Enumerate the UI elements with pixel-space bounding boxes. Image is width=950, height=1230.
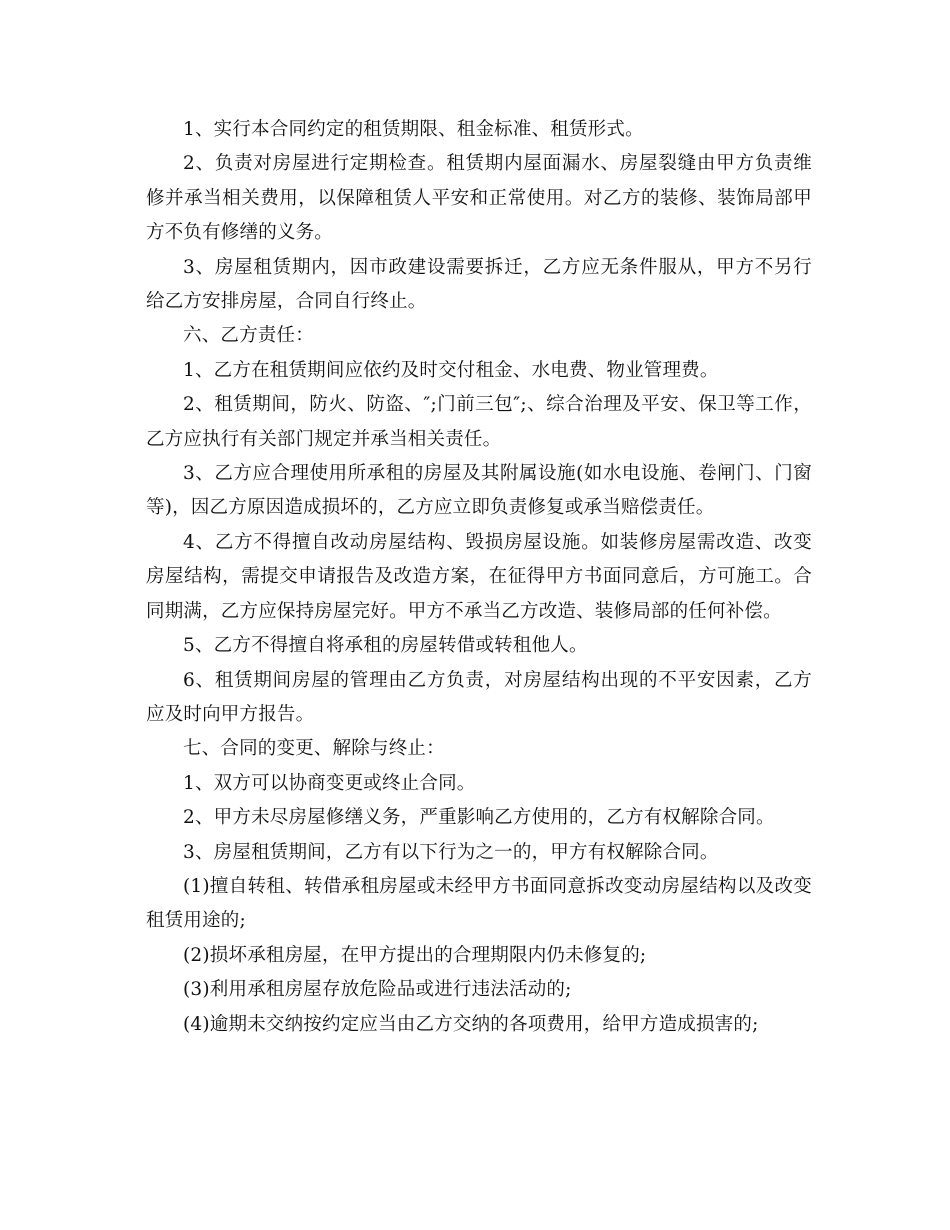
paragraph-tenant-duty-2: 2、租赁期间，防火、防盗、″;门前三包″;、综合治理及平安、保卫等工作，乙方应执行有关部门规定并承当相关责任。: [146, 394, 812, 450]
paragraph-landlord-duty-2: 2、负责对房屋进行定期检查。租赁期内屋面漏水、房屋裂缝由甲方负责维修并承当相关费用，以保障租赁人平安和正常使用。对乙方的装修、装饰局部甲方不负有修缮的义务。: [146, 153, 812, 244]
paragraph-tenant-duty-6: 6、租赁期间房屋的管理由乙方负责，对房屋结构出现的不平安因素，乙方应及时向甲方报告。: [146, 669, 812, 725]
document-body: [146, 113, 812, 1042]
paragraph-termination-item-3: (3)利用承租房屋存放危险品或进行违法活动的;: [183, 979, 572, 1001]
paragraph-termination-item-1: (1)擅自转租、转借承租房屋或未经甲方书面同意拆改变动房屋结构以及改变租赁用途的;: [146, 875, 812, 932]
paragraph-change-3: 3、房屋租赁期间，乙方有以下行为之一的，甲方有权解除合同。: [183, 841, 719, 863]
section-heading-contract-changes: 七、合同的变更、解除与终止：: [183, 738, 445, 760]
paragraph-termination-item-2: (2)损坏承租房屋，在甲方提出的合理期限内仍未修复的;: [183, 944, 647, 966]
paragraph-change-2: 2、甲方未尽房屋修缮义务，严重影响乙方使用的，乙方有权解除合同。: [183, 807, 775, 829]
paragraph-tenant-duty-1: 1、乙方在租赁期间应依约及时交付租金、水电费、物业管理费。: [183, 359, 719, 381]
paragraph-change-1: 1、双方可以协商变更或终止合同。: [183, 772, 476, 794]
paragraph-landlord-duty-1: 1、实行本合同约定的租赁期限、租金标准、租赁形式。: [183, 119, 644, 140]
paragraph-termination-item-4: (4)逾期未交纳按约定应当由乙方交纳的各项费用，给甲方造成损害的;: [183, 1013, 759, 1035]
paragraph-tenant-duty-5: 5、乙方不得擅自将承租的房屋转借或转租他人。: [183, 635, 588, 657]
paragraph-tenant-duty-4: 4、乙方不得擅自改动房屋结构、毁损房屋设施。如装修房屋需改造、改变房屋结构，需提交申请报告及改造方案，在征得甲方书面同意后，方可施工。合同期满，乙方应保持房屋完好。甲方不承当乙方改造、装修局部的任何补偿。: [146, 531, 812, 622]
paragraph-landlord-duty-3: 3、房屋租赁期内，因市政建设需要拆迁，乙方应无条件服从，甲方不另行给乙方安排房屋，合同自行终止。: [146, 256, 812, 313]
paragraph-tenant-duty-3: 3、乙方应合理使用所承租的房屋及其附属设施(如水电设施、卷闸门、门窗等)，因乙方原因造成损坏的，乙方应立即负责修复或承当赔偿责任。: [146, 463, 812, 519]
section-heading-tenant-duties: 六、乙方责任：: [183, 325, 314, 347]
